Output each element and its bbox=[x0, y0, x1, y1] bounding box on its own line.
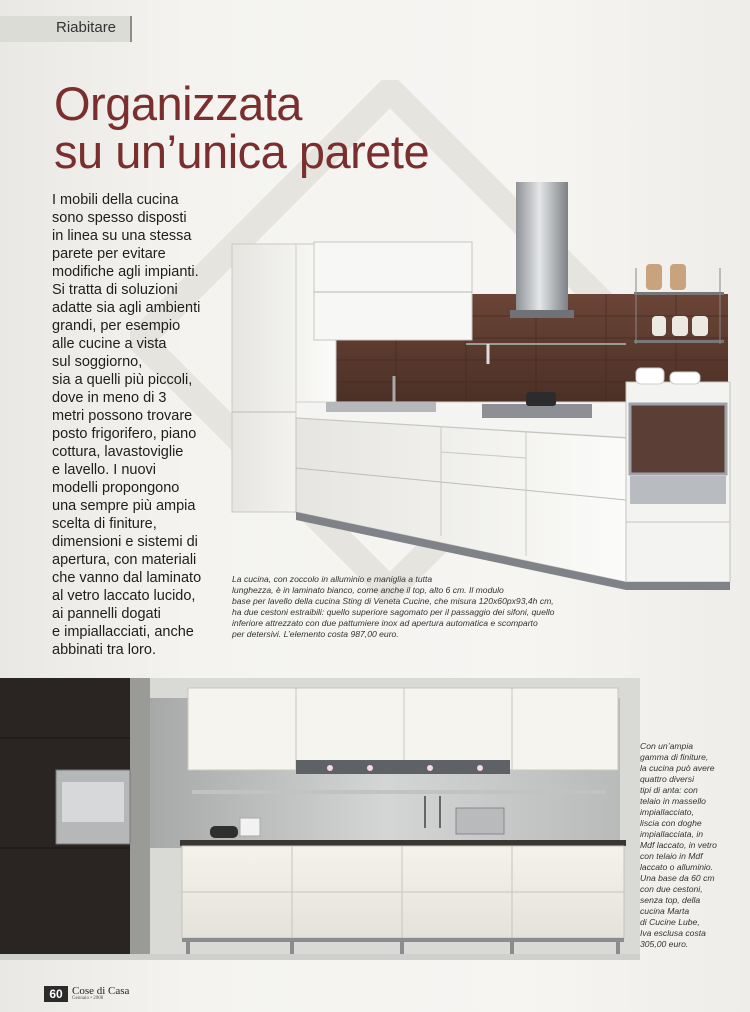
kitchen-photo-sting bbox=[226, 176, 736, 596]
caption-line: liscia con doghe bbox=[640, 818, 702, 828]
caption-line: impiallacciato, bbox=[640, 807, 694, 817]
caption-line: Iva esclusa costa bbox=[640, 928, 706, 938]
caption-line: per detersivi. L’elemento costa 987,00 euro. bbox=[232, 629, 399, 639]
caption-line: base per lavello della cucina Sting di Veneta Cucine, che misura 120x60px93,4h cm, bbox=[232, 596, 554, 606]
body-line: sul soggiorno, bbox=[52, 354, 143, 370]
body-line: metri possono trovare bbox=[52, 408, 193, 424]
body-line: dove in meno di 3 bbox=[52, 390, 167, 406]
caption-line: impiallacciata, in bbox=[640, 829, 704, 839]
body-line: grandi, per esempio bbox=[52, 318, 181, 334]
caption-line: laccato o alluminio. bbox=[640, 862, 714, 872]
body-line: scelta di finiture, bbox=[52, 516, 157, 532]
caption-line: Con un’ampia bbox=[640, 741, 694, 751]
body-line: posto frigorifero, piano bbox=[52, 426, 197, 442]
caption-line: con due cestoni, bbox=[640, 884, 703, 894]
caption-line: la cucina può avere bbox=[640, 763, 715, 773]
caption-line: ha due cestoni estraibili: quello superiore sagomato per il passaggio dei sifoni, quello bbox=[232, 607, 555, 617]
body-line: cottura, lavastoviglie bbox=[52, 444, 184, 460]
caption-line: cucina Marta bbox=[640, 906, 690, 916]
body-line: abbinati tra loro. bbox=[52, 642, 156, 658]
page-number: 60 bbox=[44, 986, 68, 1002]
body-line: modifiche agli impianti. bbox=[52, 264, 199, 280]
headline-line-2: su un’unica parete bbox=[54, 125, 430, 178]
caption-line: di Cucine Lube, bbox=[640, 917, 700, 927]
magazine-name: Cose di Casa bbox=[72, 985, 130, 997]
caption-line: lunghezza, è in laminato bianco, come anche il top, alto 6 cm. Il modulo bbox=[232, 585, 504, 595]
body-line: in linea su una stessa bbox=[52, 228, 192, 244]
caption-line: quattro diversi bbox=[640, 774, 694, 784]
caption-top-photo bbox=[232, 574, 632, 640]
body-line: una sempre più ampia bbox=[52, 498, 196, 514]
caption-line: La cucina, con zoccolo in alluminio e maniglia a tutta bbox=[232, 574, 433, 584]
body-line: apertura, con materiali bbox=[52, 552, 197, 568]
caption-line: Mdf laccato, in vetro bbox=[640, 840, 717, 850]
caption-line: inferiore attrezzato con due pattumiere inox ad apertura automatica e scomparto bbox=[232, 618, 538, 628]
caption-bottom-photo bbox=[640, 741, 748, 950]
caption-line: senza top, della bbox=[640, 895, 701, 905]
body-line: e impiallacciati, anche bbox=[52, 624, 194, 640]
body-line: sia a quelli più piccoli, bbox=[52, 372, 193, 388]
section-tag bbox=[0, 16, 132, 42]
body-line: alle cucine a vista bbox=[52, 336, 167, 352]
caption-line: tipi di anta: con bbox=[640, 785, 698, 795]
caption-line: gamma di finiture, bbox=[640, 752, 709, 762]
body-line: sono spesso disposti bbox=[52, 210, 187, 226]
caption-line: 305,00 euro. bbox=[640, 939, 689, 949]
section-tag-label: Riabitare bbox=[56, 19, 117, 36]
body-line: ai pannelli dogati bbox=[52, 606, 161, 622]
body-line: e lavello. I nuovi bbox=[52, 462, 156, 478]
body-line: adatte sia agli ambienti bbox=[52, 300, 201, 316]
body-line: parete per evitare bbox=[52, 246, 166, 262]
kitchen-photo-marta bbox=[0, 678, 640, 960]
caption-line: con telaio in Mdf bbox=[640, 851, 703, 861]
body-line: che vanno dal laminato bbox=[52, 570, 202, 586]
caption-line: Una base da 60 cm bbox=[640, 873, 715, 883]
headline-line-1: Organizzata bbox=[54, 77, 302, 130]
body-line: modelli propongono bbox=[52, 480, 180, 496]
body-line: dimensioni e sistemi di bbox=[52, 534, 198, 550]
article-headline bbox=[54, 77, 430, 178]
caption-line: telaio in massello bbox=[640, 796, 706, 806]
body-line: al vetro laccato lucido, bbox=[52, 588, 196, 604]
body-line: Si tratta di soluzioni bbox=[52, 282, 178, 298]
article-body bbox=[52, 191, 230, 659]
body-line: I mobili della cucina bbox=[52, 192, 179, 208]
issue-date: Gennaio • 2008 bbox=[72, 996, 104, 1001]
